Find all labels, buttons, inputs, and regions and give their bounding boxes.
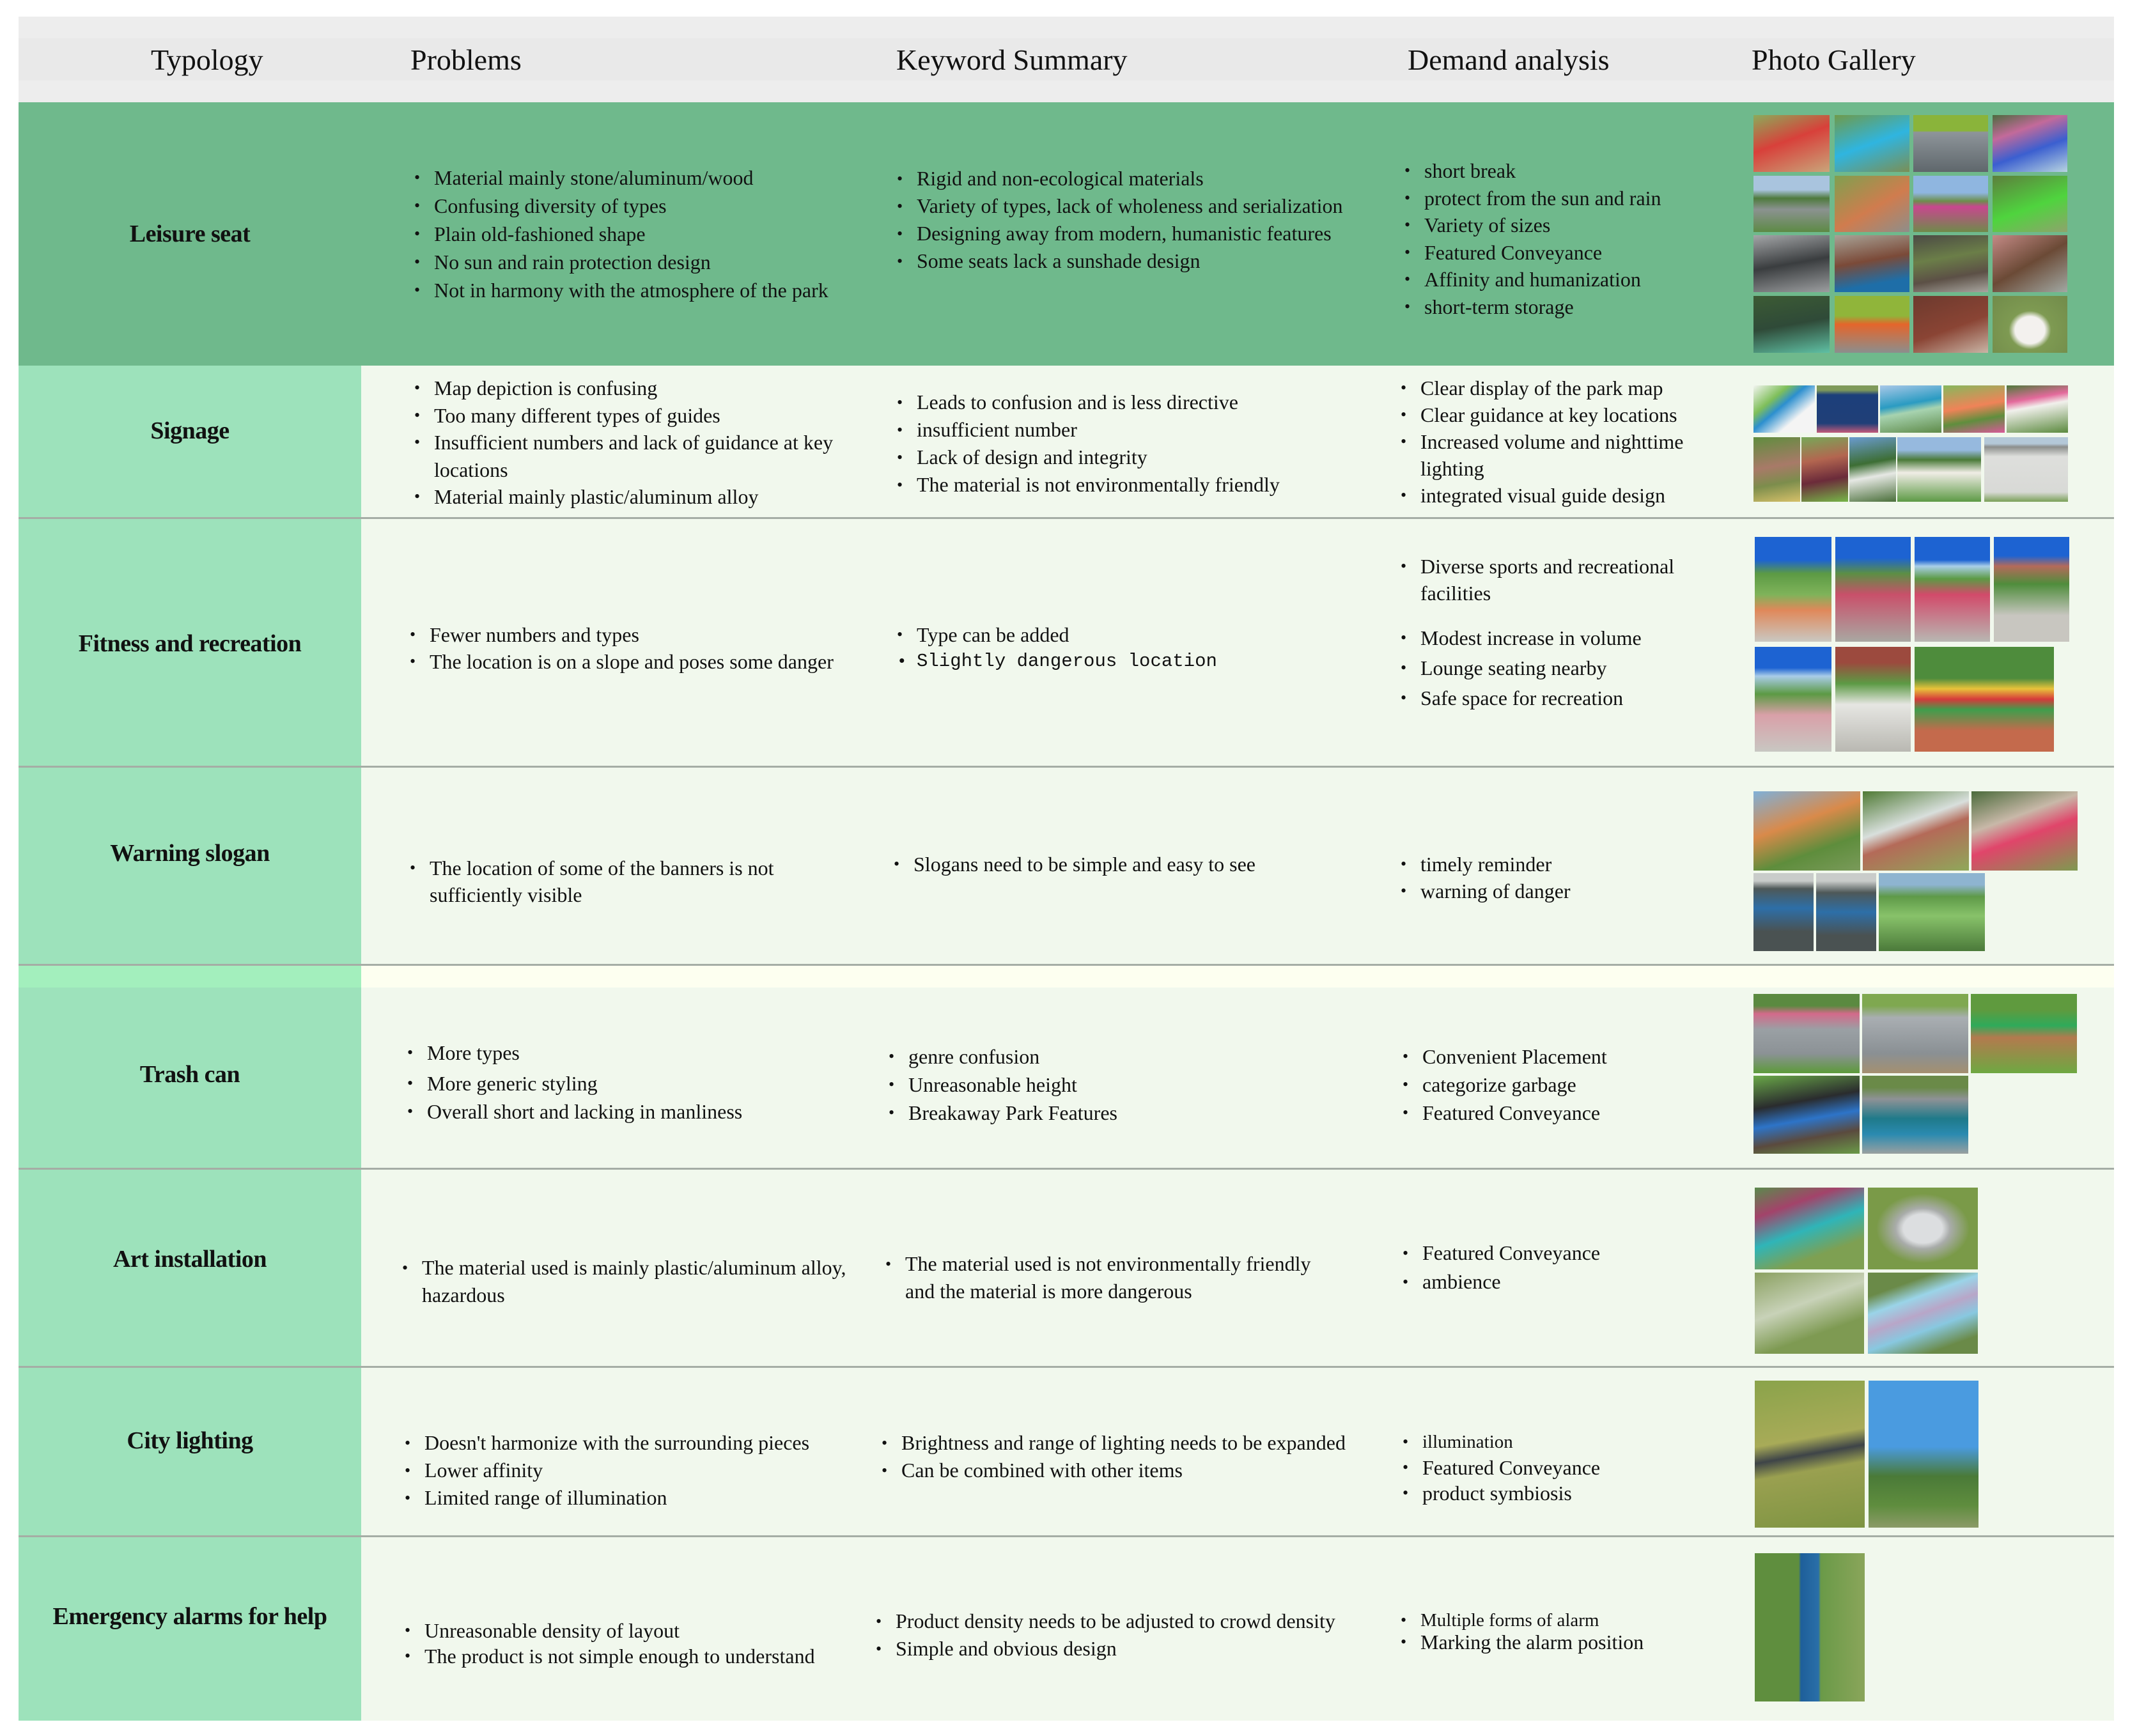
photo-thumbnail[interactable] [1849,437,1896,502]
list-item: • The product is not simple enough to understand [405,1643,815,1669]
list-item: • timely reminder [1401,851,1571,878]
photo-thumbnail[interactable] [1753,437,1800,502]
photo-thumbnail[interactable] [1880,385,1941,433]
photo-thumbnail[interactable] [1835,115,1909,172]
photo-thumbnail[interactable] [1971,994,2077,1073]
list-item: • Doesn't harmonize with the surrounding pieces [405,1429,809,1457]
typology-cell: Emergency alarms for help [19,1537,361,1721]
photo-thumbnail[interactable] [1753,235,1830,292]
problems-list [410,855,832,908]
demands-list [1403,1429,1600,1506]
list-item: • Designing away from modern, humanistic features [897,220,1342,247]
header-demand-analysis: Demand analysis [1408,43,1610,76]
list-item: • short-term storage [1404,293,1661,321]
photo-gallery [1755,1188,1982,1354]
analysis-table [19,17,2114,1721]
table-row [19,1170,2114,1368]
photo-thumbnail[interactable] [1753,385,1815,433]
list-item: • Increased volume and nighttime lighting [1401,428,1720,482]
list-item: • Limited range of illumination [405,1484,809,1512]
photo-thumbnail[interactable] [1913,296,1988,353]
list-item: • Breakaway Park Features [889,1099,1117,1127]
list-item: • Clear display of the park map [1401,375,1720,401]
problems-list [405,1429,809,1512]
photo-thumbnail[interactable] [1755,1273,1864,1354]
list-item: • illumination [1403,1429,1600,1455]
list-item: • More generic styling [407,1069,742,1097]
photo-thumbnail[interactable] [1801,437,1848,502]
photo-thumbnail[interactable] [1753,115,1830,172]
list-item: • Featured Conveyance [1403,1099,1607,1127]
list-item: • Leads to confusion and is less directive [897,389,1280,416]
list-item: • Fewer numbers and types [410,621,834,648]
photo-thumbnail[interactable] [1869,1381,1978,1528]
list-item: • Map depiction is confusing [414,375,855,402]
list-item: • Diverse sports and recreational facilities [1401,553,1720,607]
list-item: • Confusing diversity of types [414,192,828,220]
list-item: • Insufficient numbers and lack of guidance at key locations [414,429,855,483]
keywords-list [889,1042,1117,1127]
photo-thumbnail[interactable] [1755,1381,1865,1528]
list-item: • Marking the alarm position [1401,1631,1644,1653]
table-header [19,17,2114,102]
list-item: • Featured Conveyance [1403,1239,1600,1267]
table-row [19,1537,2114,1721]
photo-thumbnail[interactable] [1753,791,1860,871]
list-item: • genre confusion [889,1042,1117,1071]
list-item: • Material mainly stone/aluminum/wood [414,164,828,192]
photo-thumbnail[interactable] [1915,537,1990,642]
list-item: • The location is on a slope and poses some danger [410,648,834,675]
photo-thumbnail[interactable] [1863,791,1969,871]
photo-thumbnail[interactable] [1817,385,1878,433]
photo-thumbnail[interactable] [1897,437,1981,502]
list-item: • insufficient number [897,416,1280,444]
photo-thumbnail[interactable] [1994,537,2069,642]
list-item: • Safe space for recreation [1401,685,1720,711]
list-item: • No sun and rain protection design [414,248,828,276]
photo-thumbnail[interactable] [1943,385,2005,433]
table-row [19,519,2114,768]
photo-thumbnail[interactable] [1835,235,1909,292]
photo-thumbnail[interactable] [1835,647,1911,752]
list-item: • Modest increase in volume [1401,624,1720,651]
list-item: • Product density needs to be adjusted to crowd density [876,1608,1335,1635]
list-item: • Some seats lack a sunshade design [897,247,1342,275]
problems-list [410,621,834,675]
typology-cell: Signage [19,366,361,519]
list-item: • ambience [1403,1267,1600,1296]
photo-thumbnail[interactable] [1993,235,2067,292]
demands-list [1403,1042,1607,1127]
list-item: • product symbiosis [1403,1480,1600,1506]
spacer-left [19,966,361,988]
demands-list [1403,1239,1600,1296]
photo-gallery [1753,791,2077,951]
photo-thumbnail[interactable] [1816,873,1876,951]
list-item: • The material is not environmentally friendly [897,471,1280,499]
photo-gallery [1753,994,2077,1154]
list-item: • integrated visual guide design [1401,482,1720,509]
list-item: • categorize garbage [1403,1071,1607,1099]
spacer-right [361,966,2114,988]
problems-list [414,375,855,511]
list-item: • The material used is not environmentally friendly and the material is more dangerous [885,1250,1314,1305]
photo-thumbnail[interactable] [1879,873,1985,951]
photo-thumbnail[interactable] [1835,537,1911,642]
list-item: • The material used is mainly plastic/aluminum alloy, hazardous [402,1254,850,1309]
row-spacer [19,966,2114,988]
demands-list [1401,851,1571,904]
photo-thumbnail[interactable] [1913,235,1988,292]
photo-thumbnail[interactable] [1753,873,1814,951]
photo-thumbnail[interactable] [1868,1273,1978,1354]
list-item: • Convenient Placement [1403,1042,1607,1071]
header-keyword-summary: Keyword Summary [896,43,1128,76]
list-item: • Multiple forms of alarm [1401,1609,1644,1631]
photo-thumbnail[interactable] [1755,1188,1864,1269]
keywords-list [897,621,1217,675]
header-problems: Problems [410,43,522,76]
photo-thumbnail[interactable] [1971,791,2078,871]
list-item: • Not in harmony with the atmosphere of the park [414,276,828,304]
list-item: • Unreasonable height [889,1071,1117,1099]
typology-cell: Warning slogan [19,768,361,966]
list-item: • More types [407,1039,742,1067]
list-item: • Slightly dangerous location [897,648,1217,675]
list-item: • short break [1404,157,1661,185]
problems-list [402,1254,850,1309]
keywords-list [897,389,1280,499]
photo-thumbnail[interactable] [1993,296,2067,353]
photo-thumbnail[interactable] [1753,994,1860,1073]
photo-thumbnail[interactable] [1755,647,1831,752]
list-item: • Featured Conveyance [1404,239,1661,267]
list-item: • Brightness and range of lighting needs to be expanded [882,1429,1346,1457]
typology-cell: Fitness and recreation [19,519,361,768]
photo-thumbnail[interactable] [1753,1076,1860,1154]
photo-thumbnail[interactable] [1835,176,1909,232]
list-item: • Material mainly plastic/aluminum alloy [414,483,855,511]
photo-thumbnail[interactable] [1862,994,1968,1073]
demands-list [1401,1609,1644,1653]
keywords-list [876,1608,1335,1662]
typology-cell: Leisure seat [19,102,361,366]
header-typology: Typology [151,43,263,76]
photo-thumbnail[interactable] [1755,1553,1865,1701]
photo-thumbnail[interactable] [1755,537,1831,642]
table-row [19,988,2114,1170]
keywords-list [885,1250,1333,1305]
list-item: • Lower affinity [405,1457,809,1484]
list-item: • warning of danger [1401,878,1571,904]
list-item: • Unreasonable density of layout [405,1618,815,1643]
list-item: • protect from the sun and rain [1404,185,1661,212]
list-item: • Type can be added [897,621,1217,648]
typology-cell: Art installation [19,1170,361,1368]
photo-thumbnail[interactable] [1984,437,2068,502]
photo-gallery [1755,537,2078,752]
keywords-list [894,851,1255,878]
list-item: • The location of some of the banners is not sufficiently visible [410,855,832,908]
list-item: • Slogans need to be simple and easy to see [894,851,1255,878]
table-row [19,1368,2114,1537]
header-photo-gallery: Photo Gallery [1752,43,1916,76]
photo-thumbnail[interactable] [1993,176,2067,232]
photo-gallery [1753,115,2077,353]
photo-thumbnail[interactable] [1835,296,1909,353]
photo-gallery [1753,385,2077,502]
demands-list [1404,157,1661,320]
table-row [19,366,2114,519]
photo-thumbnail[interactable] [1753,296,1830,353]
demands-list [1401,375,1720,509]
list-item: • Variety of types, lack of wholeness and serialization [897,192,1342,220]
list-item: • Too many different types of guides [414,402,855,430]
photo-thumbnail[interactable] [1915,647,2054,752]
list-item: • Can be combined with other items [882,1457,1346,1484]
problems-list [407,1039,742,1126]
keywords-list [897,165,1342,275]
photo-thumbnail[interactable] [1913,176,1988,232]
photo-thumbnail[interactable] [1868,1188,1978,1269]
list-item: • Featured Conveyance [1403,1455,1600,1480]
photo-thumbnail[interactable] [2007,385,2068,433]
table-row [19,102,2114,366]
photo-gallery [1755,1553,1865,1701]
list-item: • Clear guidance at key locations [1401,401,1720,428]
list-item: • Overall short and lacking in manliness [407,1097,742,1126]
list-item: • Lack of design and integrity [897,444,1280,471]
typology-cell: Trash can [19,988,361,1170]
list-item: • Lounge seating nearby [1401,655,1720,681]
list-item: • Variety of sizes [1404,212,1661,239]
list-item: • Rigid and non-ecological materials [897,165,1342,192]
photo-thumbnail[interactable] [1993,115,2067,172]
list-item: • Affinity and humanization [1404,266,1661,293]
photo-gallery [1755,1381,1982,1528]
photo-thumbnail[interactable] [1862,1076,1968,1154]
table-row [19,768,2114,966]
problems-list [405,1618,815,1669]
photo-thumbnail[interactable] [1753,176,1830,232]
photo-thumbnail[interactable] [1913,115,1988,172]
list-item: • Plain old-fashioned shape [414,220,828,248]
list-item: • Simple and obvious design [876,1635,1335,1662]
typology-cell: City lighting [19,1368,361,1537]
problems-list [414,164,828,304]
keywords-list [882,1429,1346,1484]
demands-list [1401,553,1720,711]
